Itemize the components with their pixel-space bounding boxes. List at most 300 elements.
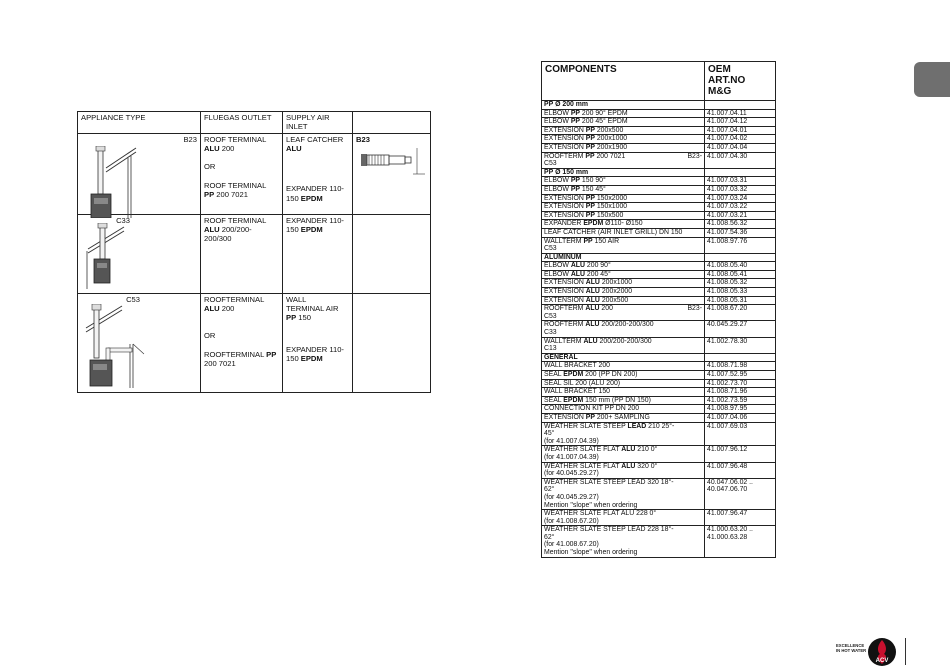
component-name bbox=[542, 101, 705, 110]
component-row bbox=[542, 270, 776, 279]
component-line bbox=[544, 220, 702, 228]
component-row bbox=[542, 478, 776, 509]
component-line bbox=[544, 118, 702, 126]
article-code: 41.007.04.02 bbox=[707, 135, 748, 143]
component-text: 200+ SAMPLING bbox=[594, 413, 650, 421]
oem-article-number bbox=[705, 168, 776, 177]
component-text: LEAF CATCHER (AIR INLET GRILL) DN 150 bbox=[544, 228, 683, 236]
component-text: 150x500 bbox=[594, 211, 624, 219]
oem-header bbox=[705, 62, 776, 101]
component-row bbox=[542, 296, 776, 305]
article-code: 41.007.04.04 bbox=[707, 143, 748, 151]
size-label: 200 bbox=[219, 144, 235, 154]
article-code: 41.007.54.36 bbox=[707, 228, 748, 236]
component-row bbox=[542, 211, 776, 220]
appliance-row-c53 bbox=[78, 294, 431, 393]
component-text: 200 90° bbox=[584, 262, 611, 270]
component-row bbox=[542, 194, 776, 203]
article-code: 41.002.73.59 bbox=[707, 396, 748, 404]
component-line bbox=[544, 135, 702, 143]
oem-article-number bbox=[705, 462, 776, 478]
section-row bbox=[542, 253, 776, 262]
component-text: WEATHER SLATE FLAT bbox=[544, 446, 622, 454]
article-code: 41.007.03.24 bbox=[707, 194, 748, 202]
component-line bbox=[544, 510, 702, 518]
article-code: 41.007.52.95 bbox=[707, 371, 748, 378]
component-row bbox=[542, 118, 776, 127]
supply-line: TERMINAL AIR bbox=[286, 304, 339, 314]
component-line bbox=[544, 526, 702, 534]
material-label: ALU bbox=[570, 270, 585, 278]
component-row bbox=[542, 305, 776, 321]
component-line bbox=[544, 101, 702, 109]
oem-article-number bbox=[705, 118, 776, 127]
appliance-row-c33 bbox=[78, 215, 431, 294]
component-text: 200 45° bbox=[584, 270, 611, 278]
component-row bbox=[542, 526, 776, 557]
component-text: 200 7021 bbox=[594, 152, 626, 160]
component-row bbox=[542, 321, 776, 337]
or-label: OR bbox=[204, 162, 216, 172]
component-text: ELBOW bbox=[544, 185, 571, 193]
component-line bbox=[544, 371, 702, 379]
article-code: 41.007.03.21 bbox=[707, 211, 748, 219]
oem-article-number bbox=[705, 526, 776, 557]
component-text: ROOFTERM bbox=[544, 321, 586, 329]
oem-article-number bbox=[705, 296, 776, 305]
material-label: PP bbox=[204, 189, 215, 199]
component-line bbox=[544, 254, 702, 262]
appliance-type-code: C33 bbox=[116, 216, 130, 225]
component-text: EXTENSION bbox=[544, 203, 586, 211]
oem-article-number bbox=[705, 379, 776, 388]
component-text: 200x1000 bbox=[594, 135, 628, 143]
component-text: CONNECTION KIT PP DN 200 bbox=[544, 405, 640, 413]
component-row bbox=[542, 396, 776, 405]
component-text: WEATHER SLATE STEEP bbox=[544, 422, 628, 430]
component-text: ROOFTERM bbox=[544, 305, 586, 313]
article-code: 41.008.05.31 bbox=[707, 296, 748, 304]
material-label: ALU bbox=[585, 321, 600, 329]
section-row bbox=[542, 101, 776, 110]
size-label: 150 bbox=[286, 193, 301, 203]
leaf-catcher-diagram bbox=[359, 146, 429, 176]
component-name bbox=[542, 362, 705, 371]
component-name bbox=[542, 168, 705, 177]
header-fluegas-outlet: FLUEGAS OUTLET bbox=[201, 112, 283, 134]
article-code: 41.007.69.03 bbox=[707, 422, 748, 430]
component-name bbox=[542, 388, 705, 397]
oem-article-number bbox=[705, 143, 776, 152]
oem-article-number bbox=[705, 288, 776, 297]
component-line bbox=[544, 186, 702, 194]
component-row bbox=[542, 413, 776, 422]
component-line: C13 bbox=[544, 345, 557, 353]
article-code: 41.008.05.33 bbox=[707, 288, 748, 296]
material-label: PP bbox=[570, 177, 581, 185]
component-name bbox=[542, 211, 705, 220]
component-text: 200/200-200/300 bbox=[599, 321, 654, 329]
material-label: ALU bbox=[204, 304, 220, 314]
oem-article-number bbox=[705, 237, 776, 253]
component-name bbox=[542, 194, 705, 203]
component-line bbox=[544, 195, 702, 203]
component-text: ELBOW bbox=[544, 262, 571, 270]
component-line: (for 40.045.29.27) bbox=[544, 470, 599, 478]
component-name bbox=[542, 262, 705, 271]
material-label: EPDM bbox=[563, 396, 584, 404]
component-text: Ø 200 mm bbox=[553, 101, 589, 108]
component-line bbox=[544, 127, 702, 135]
article-code: 41.008.97.95 bbox=[707, 405, 748, 413]
component-text: 200x500 bbox=[599, 296, 629, 304]
header-blank bbox=[353, 112, 431, 134]
type-suffix: B23- bbox=[687, 305, 702, 313]
component-row bbox=[542, 405, 776, 414]
component-line bbox=[544, 212, 702, 220]
oem-article-number bbox=[705, 262, 776, 271]
material-label: EPDM bbox=[300, 193, 323, 203]
oem-article-number bbox=[705, 270, 776, 279]
component-name bbox=[542, 321, 705, 337]
oem-article-number bbox=[705, 228, 776, 237]
oem-article-number bbox=[705, 405, 776, 414]
component-row bbox=[542, 510, 776, 526]
material-label: ALU bbox=[621, 446, 636, 454]
logo-tagline: IN HOT WATER bbox=[836, 648, 867, 653]
oem-article-number bbox=[705, 126, 776, 135]
component-text: 150 45° bbox=[580, 185, 606, 193]
header-appliance-type: APPLIANCE TYPE bbox=[78, 112, 201, 134]
oem-article-number bbox=[705, 362, 776, 371]
component-line: 62° bbox=[544, 486, 555, 494]
component-line bbox=[544, 229, 702, 237]
component-text: SEAL bbox=[544, 371, 564, 378]
section-row bbox=[542, 353, 776, 362]
oem-article-number bbox=[705, 152, 776, 168]
material-label: 150 bbox=[562, 168, 574, 176]
oem-article-number bbox=[705, 422, 776, 446]
component-text: 200 bbox=[599, 305, 613, 313]
component-line: C53 bbox=[544, 160, 557, 168]
component-text: SEAL SIL 200 (ALU 200) bbox=[544, 379, 621, 387]
component-name bbox=[542, 118, 705, 127]
appliance-table-header bbox=[78, 112, 431, 134]
component-text: 150 90° bbox=[580, 177, 606, 185]
component-text: EXTENSION bbox=[544, 194, 586, 202]
component-line bbox=[544, 397, 702, 405]
supply-line: EXPANDER 110- bbox=[286, 216, 344, 225]
material-label: ALU bbox=[621, 462, 636, 470]
component-name bbox=[542, 279, 705, 288]
component-row bbox=[542, 109, 776, 118]
oem-article-number bbox=[705, 413, 776, 422]
component-row bbox=[542, 177, 776, 186]
appliance-type-code: C53 bbox=[126, 295, 140, 304]
oem-article-number bbox=[705, 396, 776, 405]
component-line: (for 41.008.67.20) bbox=[544, 541, 599, 549]
component-row bbox=[542, 279, 776, 288]
material-label: PP bbox=[544, 101, 554, 108]
component-line bbox=[544, 288, 702, 296]
component-line bbox=[544, 169, 702, 177]
material-label: LEAD bbox=[627, 422, 647, 430]
material-label: ALU bbox=[204, 144, 220, 154]
article-code: 41.007.96.12 bbox=[707, 446, 748, 454]
article-code: 41.008.67.20 bbox=[707, 305, 748, 313]
components-body bbox=[542, 101, 776, 558]
acv-logo bbox=[836, 633, 900, 669]
logo-tagline: EXCELLENCE bbox=[836, 643, 865, 648]
type-suffix: B23- bbox=[687, 152, 702, 160]
material-label: ALU bbox=[204, 225, 220, 235]
component-name bbox=[542, 446, 705, 462]
component-name bbox=[542, 152, 705, 168]
material-label: EPDM bbox=[300, 225, 323, 235]
oem-article-number bbox=[705, 211, 776, 220]
component-name bbox=[542, 396, 705, 405]
oem-article-number bbox=[705, 101, 776, 110]
article-code: 41.007.04.06 bbox=[707, 413, 748, 421]
component-line bbox=[544, 388, 702, 396]
component-name bbox=[542, 510, 705, 526]
material-label: PP bbox=[286, 313, 297, 323]
component-name bbox=[542, 462, 705, 478]
component-name bbox=[542, 405, 705, 414]
component-row bbox=[542, 388, 776, 397]
logo-brand: ACV bbox=[875, 658, 889, 664]
component-line bbox=[544, 238, 702, 246]
article-code: 41.007.03.22 bbox=[707, 203, 748, 211]
oem-article-number bbox=[705, 185, 776, 194]
component-name bbox=[542, 135, 705, 144]
component-name bbox=[542, 296, 705, 305]
component-line bbox=[544, 405, 702, 413]
components-header-label: COMPONENTS bbox=[542, 62, 705, 101]
material-label: ALUMINUM bbox=[544, 253, 582, 261]
component-line: (for 41.008.67.20) bbox=[544, 517, 599, 525]
component-name bbox=[542, 270, 705, 279]
component-row bbox=[542, 288, 776, 297]
material-label: PP bbox=[570, 185, 581, 193]
component-line bbox=[544, 297, 702, 305]
material-label: ALU bbox=[570, 262, 585, 270]
material-label: ALU bbox=[583, 337, 598, 345]
article-code: 41.007.96.47 bbox=[707, 510, 748, 518]
component-name bbox=[542, 337, 705, 353]
article-code: 41.008.56.32 bbox=[707, 220, 748, 228]
component-name bbox=[542, 422, 705, 446]
component-row bbox=[542, 126, 776, 135]
component-text: 200x500 bbox=[594, 126, 624, 134]
component-text: WEATHER SLATE FLAT ALU 228 0° bbox=[544, 510, 657, 518]
component-line bbox=[544, 203, 702, 211]
article-code: 41.008.97.76 bbox=[707, 237, 748, 245]
article-code: 41.007.96.48 bbox=[707, 462, 748, 470]
component-name bbox=[542, 413, 705, 422]
section-tab bbox=[914, 62, 950, 97]
material-label: PP bbox=[544, 168, 554, 176]
component-row bbox=[542, 446, 776, 462]
components-table bbox=[541, 61, 776, 558]
or-label: OR bbox=[204, 331, 216, 341]
article-code: 40.045.29.27 bbox=[707, 321, 748, 329]
components-header bbox=[542, 62, 776, 101]
component-line bbox=[544, 423, 702, 431]
oem-article-number bbox=[705, 510, 776, 526]
material-label: ALU bbox=[286, 144, 302, 154]
component-line: C53 bbox=[544, 245, 557, 253]
appliance-row-b23 bbox=[78, 134, 431, 215]
article-code: 41.007.04.30 bbox=[707, 152, 748, 160]
oem-article-number bbox=[705, 109, 776, 118]
material-label: PP bbox=[585, 143, 595, 151]
supply-line: WALL bbox=[286, 295, 307, 304]
article-code: 41.002.78.30 bbox=[707, 337, 748, 345]
oem-header-line: OEM bbox=[708, 64, 731, 75]
oem-article-number bbox=[705, 371, 776, 380]
component-text: EXTENSION bbox=[544, 296, 586, 304]
material-label: PP bbox=[585, 194, 595, 202]
page-divider bbox=[905, 638, 906, 665]
component-row bbox=[542, 152, 776, 168]
component-text: ELBOW bbox=[544, 177, 571, 185]
component-text: ELBOW bbox=[544, 109, 571, 117]
component-text: EXPANDER bbox=[544, 220, 584, 228]
component-text: WALL BRACKET 200 bbox=[544, 362, 610, 370]
component-line: 45° bbox=[544, 430, 555, 438]
component-text: WEATHER SLATE FLAT bbox=[544, 462, 622, 470]
component-name bbox=[542, 220, 705, 229]
material-label: PP bbox=[583, 237, 593, 245]
article-code: 41.008.71.98 bbox=[707, 362, 748, 370]
b23-installation-diagram bbox=[84, 146, 144, 218]
material-label: PP bbox=[570, 109, 581, 117]
material-label: ALU bbox=[585, 288, 600, 296]
oem-header-line: ART.NO bbox=[708, 75, 746, 86]
size-label: 150 bbox=[286, 225, 301, 235]
component-name bbox=[542, 228, 705, 237]
fluegas-line: ROOF TERMINAL bbox=[204, 180, 267, 190]
component-line bbox=[544, 110, 702, 118]
oem-article-number bbox=[705, 388, 776, 397]
oem-article-number bbox=[705, 446, 776, 462]
component-line bbox=[544, 321, 702, 329]
c53-installation-diagram bbox=[84, 304, 146, 388]
component-text: Ø bbox=[553, 168, 563, 176]
component-row bbox=[542, 379, 776, 388]
component-line bbox=[544, 446, 702, 454]
oem-article-number bbox=[705, 203, 776, 212]
component-name bbox=[542, 379, 705, 388]
component-text: 200 45° EPDM bbox=[580, 118, 628, 126]
component-row bbox=[542, 262, 776, 271]
component-text: EXTENSION bbox=[544, 211, 586, 219]
component-name bbox=[542, 143, 705, 152]
supply-line: LEAF CATCHER bbox=[286, 135, 344, 144]
oem-article-number bbox=[705, 353, 776, 362]
component-text: 200x1000 bbox=[599, 279, 633, 287]
material-label: PP bbox=[585, 135, 595, 143]
component-name bbox=[542, 288, 705, 297]
component-name bbox=[542, 478, 705, 509]
component-text: SEAL bbox=[544, 396, 564, 404]
article-code: 40.047.06.70 bbox=[707, 486, 748, 494]
size-label: 200 bbox=[219, 304, 235, 314]
material-label: PP bbox=[585, 152, 595, 160]
fluegas-line: ROOF TERMINAL bbox=[204, 135, 267, 144]
component-name bbox=[542, 203, 705, 212]
component-row bbox=[542, 237, 776, 253]
oem-article-number bbox=[705, 253, 776, 262]
component-text: 200 (PP DN 200) bbox=[583, 371, 638, 378]
appliance-type-code: B23 bbox=[183, 135, 197, 144]
component-text: WALLTERM bbox=[544, 337, 584, 345]
fluegas-line: ROOFTERMINAL bbox=[204, 349, 267, 359]
component-line: (for 40.045.29.27) bbox=[544, 493, 599, 501]
component-row bbox=[542, 220, 776, 229]
component-name bbox=[542, 109, 705, 118]
component-row bbox=[542, 228, 776, 237]
c33-installation-diagram bbox=[84, 223, 134, 289]
component-text: Ø110- Ø150 bbox=[603, 220, 643, 228]
oem-article-number bbox=[705, 135, 776, 144]
article-code: 41.007.03.31 bbox=[707, 177, 748, 185]
component-line: (for 41.007.04.39) bbox=[544, 437, 599, 445]
component-text: 150x2000 bbox=[594, 194, 628, 202]
component-line: 62° bbox=[544, 533, 555, 541]
oem-article-number bbox=[705, 478, 776, 509]
component-text: 200 90° EPDM bbox=[580, 109, 628, 117]
component-line bbox=[544, 354, 702, 362]
material-label: EPDM bbox=[300, 353, 323, 363]
component-text: ROOFTERM bbox=[544, 152, 586, 160]
material-label: PP bbox=[585, 211, 595, 219]
article-code: 41.008.05.32 bbox=[707, 279, 748, 287]
component-line bbox=[544, 463, 702, 471]
component-row bbox=[542, 337, 776, 353]
component-line bbox=[544, 177, 702, 185]
component-row bbox=[542, 422, 776, 446]
article-code: 41.007.03.32 bbox=[707, 185, 748, 193]
component-text: EXTENSION bbox=[544, 126, 586, 134]
component-text: 200x2000 bbox=[599, 288, 633, 296]
supply-line: EXPANDER 110- bbox=[286, 344, 344, 354]
header-supply-air-inlet: SUPPLY AIR INLET bbox=[283, 112, 353, 134]
component-name bbox=[542, 371, 705, 380]
supply-line: EXPANDER 110- bbox=[286, 184, 344, 194]
component-row bbox=[542, 371, 776, 380]
component-name bbox=[542, 253, 705, 262]
article-code: 41.008.71.96 bbox=[707, 388, 748, 396]
oem-article-number bbox=[705, 305, 776, 321]
component-name bbox=[542, 126, 705, 135]
size-label: 200/200- bbox=[219, 225, 252, 235]
component-row bbox=[542, 143, 776, 152]
article-code: 41.008.05.40 bbox=[707, 262, 748, 270]
component-line: C53 bbox=[544, 312, 557, 320]
article-code: 41.007.04.11 bbox=[707, 109, 747, 117]
material-label: PP bbox=[585, 203, 595, 211]
material-label: PP bbox=[266, 349, 277, 359]
article-code: 41.000.63.20 .. bbox=[707, 526, 753, 534]
component-name bbox=[542, 353, 705, 362]
component-row bbox=[542, 203, 776, 212]
oem-header-line: M&G bbox=[708, 86, 732, 97]
component-text: EXTENSION bbox=[544, 143, 586, 151]
component-line bbox=[544, 362, 702, 370]
article-code: 41.000.63.28 bbox=[707, 533, 748, 541]
